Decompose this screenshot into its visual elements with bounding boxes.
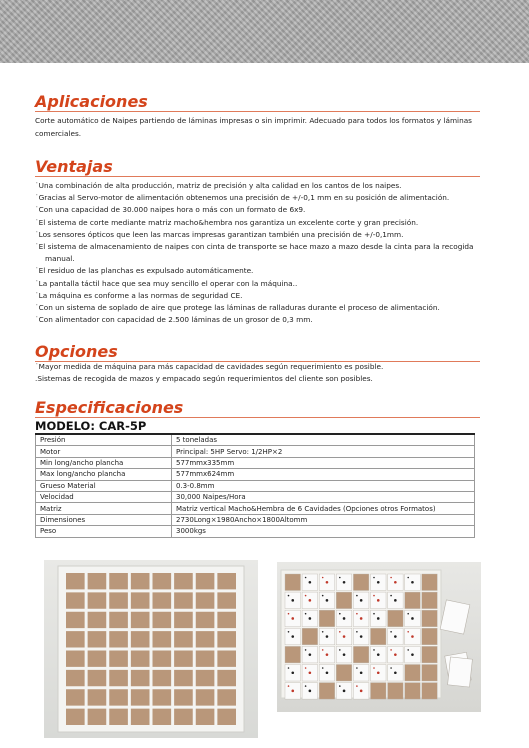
table-row [36, 503, 475, 514]
card-pip [305, 649, 307, 651]
card-pip [360, 617, 363, 620]
card-pip [326, 653, 329, 656]
card-cell [353, 646, 369, 663]
card-pip [339, 649, 341, 651]
card-pip [326, 671, 329, 674]
cutting-grid-drawing [44, 560, 258, 738]
grid-cell [217, 631, 236, 647]
spec-value: 3000kgs [172, 526, 475, 537]
card-cell [319, 683, 335, 700]
table-row [36, 480, 475, 491]
card-pip [356, 613, 358, 615]
grid-cell [88, 689, 107, 705]
spec-label: Matriz [36, 503, 172, 514]
loose-card [440, 600, 470, 634]
spec-value: 0.3-0.8mm [172, 480, 475, 491]
card-pip [309, 671, 312, 674]
grid-cell [66, 612, 85, 628]
ventajas-item: ˙La pantalla táctil hace que sea muy sencillo el operar con la máquina.. [35, 278, 298, 288]
aplicaciones-text: Corte automático de Naipes partiendo de láminas impresas o sin imprimir. Adecuado para todos los formatos y láminas comerciales. [35, 116, 472, 138]
ventajas-item: ˙El residuo de las planchas es expulsado automáticamente. [35, 266, 254, 276]
card-pip [343, 690, 346, 693]
grid-cell [66, 631, 85, 647]
card-cell [422, 683, 438, 700]
grid-cell [109, 592, 128, 608]
card-pip [326, 581, 329, 584]
card-pip [377, 581, 380, 584]
card-cell [371, 683, 387, 700]
grid-cell [153, 631, 172, 647]
spec-label: Dimensiones [36, 514, 172, 525]
ventajas-item: ˙Gracias al Servo-motor de alimentación obtenemos una precisión de +/-0,1 mm en su posición de alimentación. [35, 193, 450, 203]
model-name: MODELO: CAR-5P [35, 419, 147, 433]
card-pip [339, 613, 341, 615]
grid-cell [153, 689, 172, 705]
card-pip [326, 599, 329, 602]
loose-card [448, 657, 473, 687]
grid-cell [153, 573, 172, 589]
grid-cell [109, 631, 128, 647]
card-pip [390, 577, 392, 579]
ventajas-item: ˙El sistema de corte mediante matriz macho&hembra nos garantiza un excelente corte y gran precisión. [35, 217, 419, 227]
grid-cell [217, 670, 236, 686]
ventajas-item: ˙Los sensores ópticos que leen las marcas impresas garantizan también una precisión de +/-0,1mm. [35, 229, 404, 239]
spec-label: Velocidad [36, 491, 172, 502]
grid-cell [153, 612, 172, 628]
card-pip [343, 653, 346, 656]
card-pip [356, 667, 358, 669]
card-pip [322, 577, 324, 579]
grid-cell [88, 631, 107, 647]
grid-cell [174, 612, 193, 628]
card-cell [422, 574, 438, 591]
spec-label: Presión [36, 434, 172, 446]
table-row [36, 526, 475, 537]
ventajas-item: ˙El sistema de almacenamiento de naipes con cinta de transporte se hace mazo a mazo desde la cinta para la recogida manual. [35, 242, 474, 264]
card-cell [285, 574, 301, 591]
card-pip [322, 595, 324, 597]
ventajas-item: ˙Una combinación de alta producción, matriz de precisión y alta calidad en los cantos de los naipes. [35, 181, 402, 190]
card-pip [322, 631, 324, 633]
cut-cards-photo [277, 562, 481, 712]
grid-cell [217, 592, 236, 608]
card-pip [343, 635, 346, 638]
grid-cell [131, 709, 150, 725]
grid-cell [131, 689, 150, 705]
grid-cell [217, 651, 236, 667]
card-pip [305, 667, 307, 669]
ventajas-item: ˙La máquina es conforme a las normas de seguridad CE. [35, 290, 243, 300]
grid-cell [66, 689, 85, 705]
table-row [36, 434, 475, 446]
card-pip [356, 595, 358, 597]
grid-cell [174, 631, 193, 647]
spec-label: Motor [36, 446, 172, 457]
card-pip [322, 667, 324, 669]
card-pip [291, 617, 294, 620]
grid-cell [217, 612, 236, 628]
card-pip [356, 685, 358, 687]
card-pip [305, 613, 307, 615]
spec-label: Grueso Material [36, 480, 172, 491]
spec-value: 2730Long×1980Ancho×1800Altomm [172, 514, 475, 525]
spec-value: Principal: 5HP Servo: 1/2HP×2 [172, 446, 475, 457]
grid-cell [196, 651, 215, 667]
specifications-table [35, 433, 475, 538]
card-cell [405, 683, 421, 700]
spec-label: Peso [36, 526, 172, 537]
card-pip [394, 671, 397, 674]
grid-cell [174, 573, 193, 589]
card-pip [411, 653, 414, 656]
card-pip [373, 649, 375, 651]
grid-cell [196, 709, 215, 725]
table-row [36, 469, 475, 480]
grid-cell [109, 709, 128, 725]
grid-cell [109, 612, 128, 628]
card-pip [411, 635, 414, 638]
card-pip [339, 685, 341, 687]
card-pip [390, 595, 392, 597]
card-pip [394, 635, 397, 638]
grid-cell [196, 631, 215, 647]
card-pip [407, 649, 409, 651]
grid-cell [66, 592, 85, 608]
card-pip [360, 671, 363, 674]
card-cell [388, 683, 404, 700]
card-pip [309, 599, 312, 602]
opciones-list [35, 361, 490, 385]
grid-cell [217, 689, 236, 705]
card-pip [360, 635, 363, 638]
grid-cell [174, 670, 193, 686]
grid-cell [66, 709, 85, 725]
grid-frame [58, 566, 244, 732]
table-row [36, 514, 475, 525]
grid-cell [196, 573, 215, 589]
card-pip [291, 671, 294, 674]
grid-cell [109, 670, 128, 686]
card-pip [309, 690, 312, 693]
cut-cards-drawing [277, 562, 481, 712]
card-pip [407, 577, 409, 579]
grid-cell [109, 689, 128, 705]
grid-cell [196, 670, 215, 686]
spec-label: Min long/ancho plancha [36, 457, 172, 468]
grid-cell [153, 651, 172, 667]
card-pip [288, 667, 290, 669]
cutting-grid-photo [44, 560, 258, 738]
grid-cell [174, 651, 193, 667]
grid-cell [109, 651, 128, 667]
grid-cell [217, 573, 236, 589]
card-pip [291, 690, 294, 693]
card-pip [411, 617, 414, 620]
card-pip [291, 635, 294, 638]
grid-cell [88, 573, 107, 589]
grid-cell [131, 670, 150, 686]
grid-cell [196, 592, 215, 608]
card-pip [360, 690, 363, 693]
card-pip [288, 631, 290, 633]
grid-cell [66, 651, 85, 667]
table-row [36, 446, 475, 457]
card-pip [326, 635, 329, 638]
card-cell [405, 665, 421, 682]
grid-cell [88, 651, 107, 667]
card-pip [411, 581, 414, 584]
card-pip [360, 599, 363, 602]
card-pip [390, 649, 392, 651]
card-cell [336, 665, 352, 682]
spec-value: Matriz vertical Macho&Hembra de 6 Cavidades (Opciones otros Formatos) [172, 503, 475, 514]
grid-cell [196, 689, 215, 705]
spec-value: 577mmx624mm [172, 469, 475, 480]
grid-cell [131, 573, 150, 589]
card-pip [309, 581, 312, 584]
card-pip [407, 613, 409, 615]
card-pip [309, 653, 312, 656]
grid-cell [88, 670, 107, 686]
card-cell [405, 592, 421, 609]
card-cell [422, 646, 438, 663]
spec-value: 577mmx335mm [172, 457, 475, 468]
top-banner [0, 0, 529, 63]
spec-value: 30,000 Naipes/Hora [172, 491, 475, 502]
card-pip [373, 667, 375, 669]
table-row [36, 457, 475, 468]
opciones-item: ˙Mayor medida de máquina para más capacidad de cavidades según requerimiento es posible. [35, 362, 384, 371]
card-pip [291, 599, 294, 602]
card-pip [288, 595, 290, 597]
ventajas-item: ˙Con alimentador con capacidad de 2.500 láminas de un grosor de 0,3 mm. [35, 315, 313, 325]
card-cell [422, 628, 438, 645]
card-cell [422, 665, 438, 682]
card-pip [373, 595, 375, 597]
card-pip [407, 631, 409, 633]
grid-cell [131, 631, 150, 647]
table-row [36, 491, 475, 502]
card-pip [305, 577, 307, 579]
card-pip [377, 617, 380, 620]
card-pip [394, 653, 397, 656]
grid-cell [109, 573, 128, 589]
card-pip [390, 667, 392, 669]
spec-value: 5 toneladas [172, 434, 475, 446]
card-cell [388, 610, 404, 627]
card-pip [305, 595, 307, 597]
card-pip [377, 671, 380, 674]
section-title-aplicaciones: Aplicaciones [35, 93, 480, 112]
section-title-opciones: Opciones [35, 343, 480, 362]
grid-cell [153, 592, 172, 608]
grid-cell [196, 612, 215, 628]
ventajas-item: ˙Con un sistema de soplado de aire que protege las láminas de ralladuras durante el proceso de alimentación. [35, 303, 440, 313]
grid-cell [153, 709, 172, 725]
card-cell [302, 628, 318, 645]
section-title-especificaciones: Especificaciones [35, 399, 480, 418]
grid-cell [153, 670, 172, 686]
card-pip [394, 581, 397, 584]
card-pip [394, 599, 397, 602]
card-cell [371, 628, 387, 645]
card-pip [373, 613, 375, 615]
card-pip [322, 649, 324, 651]
card-pip [288, 613, 290, 615]
card-pip [390, 631, 392, 633]
card-pip [377, 653, 380, 656]
card-cell [285, 646, 301, 663]
grid-cell [66, 573, 85, 589]
card-pip [339, 631, 341, 633]
grid-cell [174, 689, 193, 705]
grid-cell [174, 709, 193, 725]
grid-cell [217, 709, 236, 725]
card-pip [373, 577, 375, 579]
card-cell [319, 610, 335, 627]
grid-cell [88, 612, 107, 628]
section-title-ventajas: Ventajas [35, 158, 480, 177]
card-cell [422, 610, 438, 627]
grid-cell [174, 592, 193, 608]
grid-cell [88, 709, 107, 725]
card-pip [288, 685, 290, 687]
card-pip [305, 685, 307, 687]
grid-cell [66, 670, 85, 686]
card-pip [343, 581, 346, 584]
card-cell [353, 574, 369, 591]
ventajas-item: ˙Con una capacidad de 30.000 naipes hora o más con un formato de 6x9. [35, 205, 306, 215]
ventajas-list [35, 180, 490, 326]
opciones-item: .Sistemas de recogida de mazos y empacado según requerimientos del cliente son posibles. [35, 374, 373, 384]
spec-label: Max long/ancho plancha [36, 469, 172, 480]
card-cell [422, 592, 438, 609]
grid-cell [88, 592, 107, 608]
card-pip [343, 617, 346, 620]
card-pip [339, 577, 341, 579]
grid-cell [131, 612, 150, 628]
card-pip [377, 599, 380, 602]
grid-cell [131, 592, 150, 608]
card-pip [356, 631, 358, 633]
card-cell [336, 592, 352, 609]
card-pip [309, 617, 312, 620]
grid-cell [131, 651, 150, 667]
